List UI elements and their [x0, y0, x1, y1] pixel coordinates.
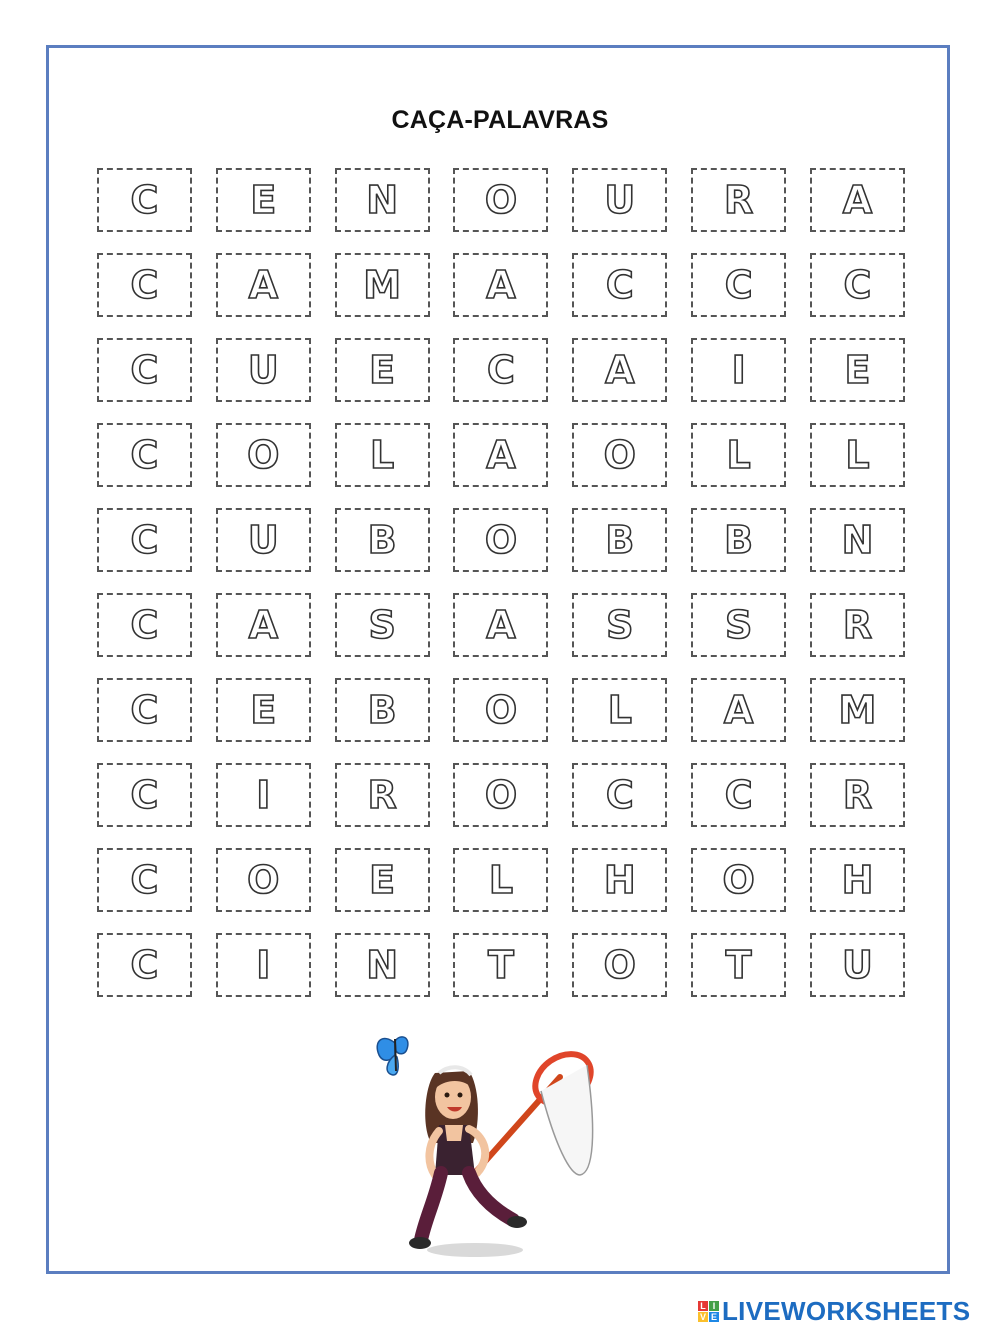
grid-cell[interactable]: B [572, 508, 667, 572]
grid-cell[interactable]: S [335, 593, 430, 657]
grid-cell[interactable]: A [453, 593, 548, 657]
grid-cell[interactable]: H [810, 848, 905, 912]
grid-cell[interactable]: U [216, 508, 311, 572]
grid-cell[interactable]: L [572, 678, 667, 742]
grid-cell[interactable]: C [97, 253, 192, 317]
grid-cell[interactable]: O [453, 508, 548, 572]
grid-cell[interactable]: O [216, 848, 311, 912]
liveworksheets-logo[interactable] [698, 1296, 970, 1326]
grid-cell[interactable]: O [572, 423, 667, 487]
grid-cell[interactable]: C [572, 763, 667, 827]
grid-cell[interactable]: S [691, 593, 786, 657]
brand-mark-letter: E [710, 1311, 717, 1322]
grid-cell[interactable]: E [216, 168, 311, 232]
grid-cell[interactable]: B [335, 678, 430, 742]
grid-cell[interactable]: A [810, 168, 905, 232]
grid-cell[interactable]: C [97, 933, 192, 997]
grid-cell[interactable]: M [335, 253, 430, 317]
grid-row [97, 763, 905, 831]
grid-cell[interactable]: L [810, 423, 905, 487]
grid-cell[interactable]: E [216, 678, 311, 742]
grid-cell[interactable]: A [216, 593, 311, 657]
grid-cell[interactable]: O [691, 848, 786, 912]
grid-cell[interactable]: S [572, 593, 667, 657]
grid-row [97, 933, 905, 1001]
grid-cell[interactable]: C [97, 423, 192, 487]
grid-cell[interactable]: C [810, 253, 905, 317]
grid-cell[interactable]: C [97, 338, 192, 402]
grid-cell[interactable]: O [453, 168, 548, 232]
grid-cell[interactable]: R [691, 168, 786, 232]
brand-mark-letter: I [709, 1301, 719, 1311]
grid-cell[interactable]: C [97, 593, 192, 657]
grid-cell[interactable]: A [453, 253, 548, 317]
grid-cell[interactable]: A [216, 253, 311, 317]
grid-cell[interactable]: E [810, 338, 905, 402]
butterfly-icon [377, 1037, 408, 1075]
worksheet-title: CAÇA-PALAVRAS [391, 106, 609, 134]
grid-row [97, 508, 905, 576]
grid-cell[interactable]: E [335, 338, 430, 402]
grid-cell[interactable]: O [453, 678, 548, 742]
grid-cell[interactable]: I [216, 933, 311, 997]
grid-cell[interactable]: R [335, 763, 430, 827]
grid-cell[interactable]: A [453, 423, 548, 487]
grid-row [97, 253, 905, 321]
grid-cell[interactable]: O [572, 933, 667, 997]
grid-cell[interactable]: E [335, 848, 430, 912]
grid-cell[interactable]: C [97, 763, 192, 827]
grid-cell[interactable]: C [97, 508, 192, 572]
grid-cell[interactable]: U [572, 168, 667, 232]
grid-cell[interactable]: N [335, 933, 430, 997]
grid-row [97, 338, 905, 406]
brand-mark-icon [698, 1301, 719, 1322]
grid-cell[interactable]: N [335, 168, 430, 232]
grid-cell[interactable]: A [572, 338, 667, 402]
girl-with-butterfly-net-icon [365, 1025, 625, 1265]
grid-cell[interactable]: R [810, 593, 905, 657]
grid-cell[interactable]: H [572, 848, 667, 912]
grid-cell[interactable]: U [216, 338, 311, 402]
grid-cell[interactable]: I [691, 338, 786, 402]
grid-cell[interactable]: C [691, 763, 786, 827]
grid-cell[interactable]: N [810, 508, 905, 572]
grid-cell[interactable]: R [810, 763, 905, 827]
grid-cell[interactable]: C [97, 848, 192, 912]
grid-cell[interactable]: O [216, 423, 311, 487]
grid-cell[interactable]: M [810, 678, 905, 742]
grid-cell[interactable]: L [335, 423, 430, 487]
grid-cell[interactable]: C [97, 678, 192, 742]
grid-cell[interactable]: T [453, 933, 548, 997]
word-search-grid [97, 168, 905, 1018]
grid-cell[interactable]: C [453, 338, 548, 402]
grid-cell[interactable]: C [691, 253, 786, 317]
grid-cell[interactable]: B [691, 508, 786, 572]
grid-cell[interactable]: I [216, 763, 311, 827]
grid-cell[interactable]: O [453, 763, 548, 827]
grid-cell[interactable]: C [97, 168, 192, 232]
grid-cell[interactable]: U [810, 933, 905, 997]
brand-text: LIVEWORKSHEETS [722, 1295, 971, 1326]
grid-cell[interactable]: A [691, 678, 786, 742]
grid-cell[interactable]: B [335, 508, 430, 572]
grid-cell[interactable]: C [572, 253, 667, 317]
grid-row [97, 848, 905, 916]
brand-mark-letter: L [698, 1301, 708, 1311]
grid-row [97, 593, 905, 661]
brand-mark-letter: V [699, 1311, 706, 1322]
grid-row [97, 168, 905, 236]
grid-cell[interactable]: T [691, 933, 786, 997]
grid-cell[interactable]: L [453, 848, 548, 912]
grid-row [97, 423, 905, 491]
grid-row [97, 678, 905, 746]
grid-cell[interactable]: L [691, 423, 786, 487]
